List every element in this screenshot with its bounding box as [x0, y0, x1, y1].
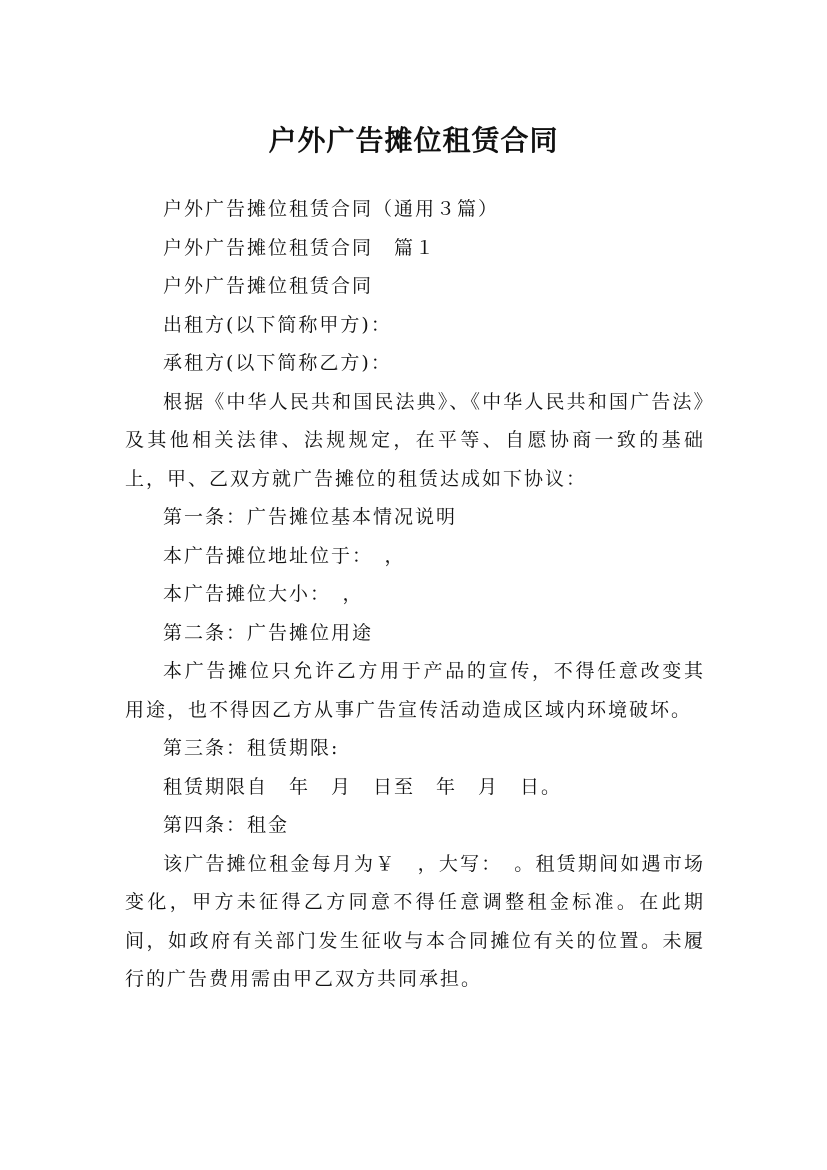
paragraph-collection-heading: 户外广告摊位租赁合同（通用３篇） — [163, 198, 500, 220]
paragraph-rent-terms: 该广告摊位租金每月为￥ ，大写： 。租赁期间如遇市场变化，甲方未征得乙方同意不得任意调整租金标准。在此期间，如政府有关部门发生征收与本合同摊位有关的位置。未履行的广告费用需由甲乙双方共同承担。 — [125, 852, 705, 990]
paragraph-article-3-heading: 第三条：租赁期限: — [163, 737, 340, 759]
paragraph-article-4-heading: 第四条：租金 — [163, 814, 290, 836]
paragraph-article-1-heading: 第一条：广告摊位基本情况说明 — [163, 506, 458, 528]
paragraph-lease-term: 租赁期限自 年 月 日至 年 月 日。 — [163, 775, 563, 798]
document-body — [125, 190, 705, 999]
paragraph-lessor: 出租方(以下简称甲方)： — [163, 313, 392, 336]
paragraph-lessee: 承租方(以下简称乙方)： — [163, 352, 392, 374]
document-title: 户外广告摊位租赁合同 — [268, 123, 559, 157]
paragraph-booth-size: 本广告摊位大小： ， — [163, 583, 364, 605]
paragraph-preamble: 根据《中华人民共和国民法典》、《中华人民共和国广告法》及其他相关法律、法规规定，在平等、自愿协商一致的基础上，甲、乙双方就广告摊位的租赁达成如下协议： — [125, 390, 705, 490]
paragraph-booth-address: 本广告摊位地址位于： ， — [163, 544, 406, 567]
paragraph-booth-usage: 本广告摊位只允许乙方用于产品的宣传，不得任意改变其用途，也不得因乙方从事广告宣传活动造成区域内环境破坏。 — [125, 660, 705, 721]
paragraph-article-2-heading: 第二条：广告摊位用途 — [163, 621, 374, 644]
paragraph-contract-title: 户外广告摊位租赁合同 — [163, 275, 374, 297]
paragraph-part-heading: 户外广告摊位租赁合同 篇１ — [163, 236, 437, 259]
